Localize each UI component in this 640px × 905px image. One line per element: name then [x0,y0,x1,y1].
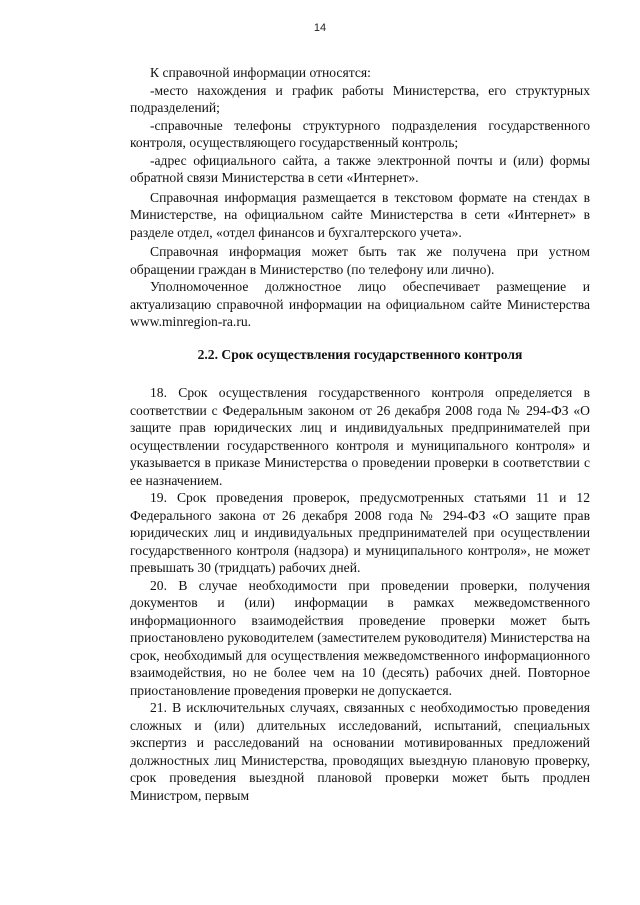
clause-paragraph: 20. В случае необходимости при проведении проверки, получения документов и (или) информации в рамках межведомственного информационного взаимодействия проведение проверки может быть приостановлено руководителем (заместителем руководителя) Министерства на срок, необходимый для осуществления межведомственного информационного взаимодействия, но не более чем на 10 (десять) рабочих дней. Повторное приостановление проведения проверки не допускается. [130,577,590,698]
clause-paragraph: 18. Срок осуществления государственного контроля определяется в соответствии с Федеральным законом от 26 декабря 2008 года № 294-ФЗ «О защите прав юридических лиц и индивидуальных предпринимателей при осуществлении государственного контроля и муниципального контроля» и указывается в приказе Министерства о проведении проверки в соответствии с ее назначением. [130,385,590,488]
intro-item: -адрес официального сайта, а также электронной почты и (или) формы обратной связи Министерства в сети «Интернет». [130,152,590,185]
intro-item: -место нахождения и график работы Министерства, его структурных подразделений; [130,82,590,115]
document-body [130,64,590,804]
page-number: 14 [313,22,327,34]
clause-paragraph: 19. Срок проведения проверок, предусмотренных статьями 11 и 12 Федерального закона от 26 декабря 2008 года № 294-ФЗ «О защите прав юридических лиц и индивидуальных предпринимателей при осуществлении государственного контроля (надзора) и муниципального контроля», не может превышать 30 (тридцать) рабочих дней. [130,490,590,575]
intro-item: -справочные телефоны структурного подразделения государственного контроля, осуществляющего государственный контроль; [130,117,590,150]
section-heading: 2.2. Срок осуществления государственного контроля [197,346,523,362]
intro-paragraph: Справочная информация размещается в текстовом формате на стендах в Министерстве, на официальном сайте Министерства в сети «Интернет» в разделе отдел, «отдел финансов и бухгалтерского учета». [130,189,590,240]
clause-paragraph: 21. В исключительных случаях, связанных с необходимостью проведения сложных и (или) длительных исследований, испытаний, специальных экспертиз и расследований на основании мотивированных предложений должностных лиц Министерства, проводящих выездную плановую проверку, срок проведения выездной плановой проверки может быть продлен Министром, первым [130,700,590,803]
intro-paragraph: Уполномоченное должностное лицо обеспечивает размещение и актуализацию справочной информации на официальном сайте Министерства www.minregion-ra.ru. [130,279,590,329]
intro-paragraph: Справочная информация может быть так же получена при устном обращении граждан в Министерство (по телефону или лично). [130,244,590,277]
intro-lead: К справочной информации относятся: [150,65,371,80]
